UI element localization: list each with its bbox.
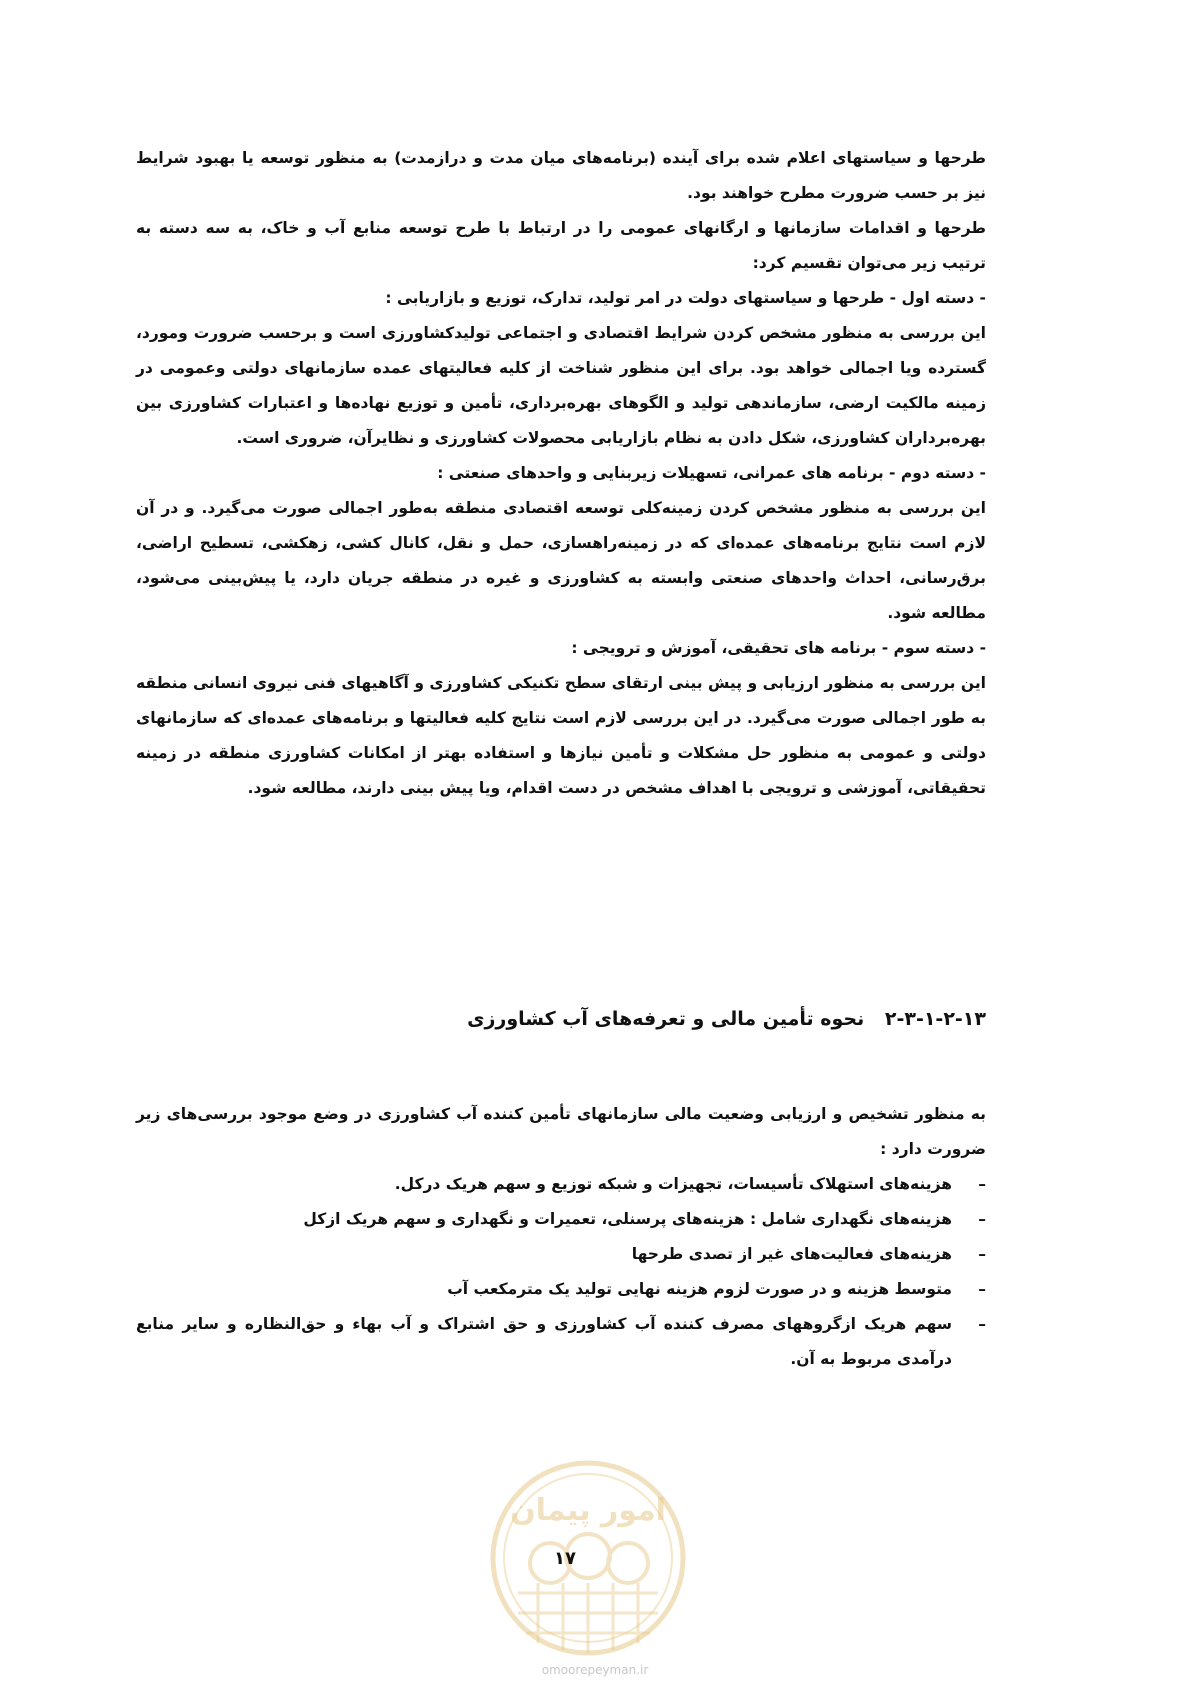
category-one-heading: - دسته اول - طرحها و سیاستهای دولت در امر تولید، تدارک، توزیع و بازاریابی : [385,289,986,307]
list-item [136,1307,986,1377]
list-item [136,1167,986,1202]
section-title: نحوه تأمین مالی و تعرفه‌های آب کشاورزی [467,1008,865,1030]
list-item [136,1272,986,1307]
section-heading [136,1004,986,1034]
watermark-url: omoorepeyman.ir [541,1663,649,1677]
bullet-dash: – [978,1175,986,1193]
paragraph-plans-categories: طرحها و اقدامات سازمانها و ارگانهای عمومی را در ارتباط با طرح توسعه منابع آب و خاک، به سه دسته به ترتیب زیر می‌توان تقسیم کرد: [136,219,986,272]
paragraph-financing-intro: به منظور تشخیص و ارزیابی وضعیت مالی سازمانهای تأمین کننده آب کشاورزی در وضع موجود بررسی‌های زیر ضرورت دارد : [136,1105,986,1158]
list-item-text: هزینه‌های فعالیت‌های غیر از تصدی طرحها [631,1245,952,1263]
bullet-dash: – [978,1245,986,1263]
category-three-heading: - دسته سوم - برنامه های تحقیقی، آموزش و ترویجی : [571,639,986,657]
financing-bullet-list [136,1167,986,1377]
bullet-dash: – [978,1315,986,1333]
page-number: ۱۷ [554,1548,576,1569]
bullet-dash: – [978,1210,986,1228]
paragraph-category-two: این بررسی به منظور مشخص کردن زمینه‌کلی توسعه اقتصادی منطقه به‌طور اجمالی صورت می‌گیرد. و در آن لازم است نتایج برنامه‌های عمده‌ای که در زمینه‌راهسازی، حمل و نقل، کانال کشی، زهکشی، تسطیح اراضی، برق‌رسانی، احداث واحدهای صنعتی وابسته به کشاورزی و غیره در منطقه جریان دارد، یا پیش‌بینی می‌شود، مطالعه شود. [136,499,986,622]
body-text-top [136,141,986,806]
paragraph-plans-future: طرحها و سیاستهای اعلام شده برای آینده (برنامه‌های میان مدت و درازمدت) به منظور توسعه یا بهبود شرایط نیز بر حسب ضرورت مطرح خواهند بود. [136,149,986,202]
list-item [136,1202,986,1237]
section-number: ۲-۳-۱-۲-۱۳ [884,1008,986,1030]
list-item-text: سهم هریک ازگروههای مصرف کننده آب کشاورزی و حق اشتراک و آب بهاء و حق‌النظاره و سایر منابع درآمدی مربوط به آن. [136,1315,952,1368]
list-item-text: متوسط هزینه و در صورت لزوم هزینه نهایی تولید یک مترمکعب آب [447,1280,952,1298]
list-item-text: هزینه‌های استهلاک تأسیسات، تجهیزات و شبکه توزیع و سهم هریک درکل. [394,1175,952,1193]
seal-lettering: امور پیمان [510,1493,666,1528]
bullet-dash: – [978,1280,986,1298]
paragraph-category-one: این بررسی به منظور مشخص کردن شرایط اقتصادی و اجتماعی تولیدکشاورزی است و برحسب ضرورت ومورد، گسترده ویا اجمالی خواهد بود. برای این منظور شناخت از کلیه فعالیتهای عمده سازمانهای دولتی وعمومی در زمینه مالکیت ارضی، سازماندهی تولید و الگوهای بهره‌برداری، تأمین و توزیع نهاده‌ها و اعتبارات کشاورزی بین بهره‌برداران کشاورزی، شکل دادن به نظام بازاریابی محصولات کشاورزی و نظایرآن، ضروری است. [136,324,986,447]
category-two-heading: - دسته دوم - برنامه های عمرانی، تسهیلات زیربنایی و واحدهای صنعتی : [437,464,986,482]
list-item-text: هزینه‌های نگهداری شامل : هزینه‌های پرسنلی، تعمیرات و نگهداری و سهم هریک ازکل [303,1210,952,1228]
body-text-bottom [136,1097,986,1377]
paragraph-category-three: این بررسی به منظور ارزیابی و پیش بینی ارتقای سطح تکنیکی کشاورزی و آگاهیهای فنی نیروی انسانی منطقه به طور اجمالی صورت می‌گیرد. در این بررسی لازم است نتایج کلیه فعالیتها و برنامه‌های عمده‌ای که سازمانهای دولتی و عمومی به منظور حل مشکلات و تأمین نیازها و استفاده بهتر از امکانات کشاورزی منطقه در زمینه تحقیقاتی، آموزشی و ترویجی با اهداف مشخص در دست اقدام، ویا پیش بینی دارند، مطالعه شود. [136,674,986,797]
list-item [136,1237,986,1272]
